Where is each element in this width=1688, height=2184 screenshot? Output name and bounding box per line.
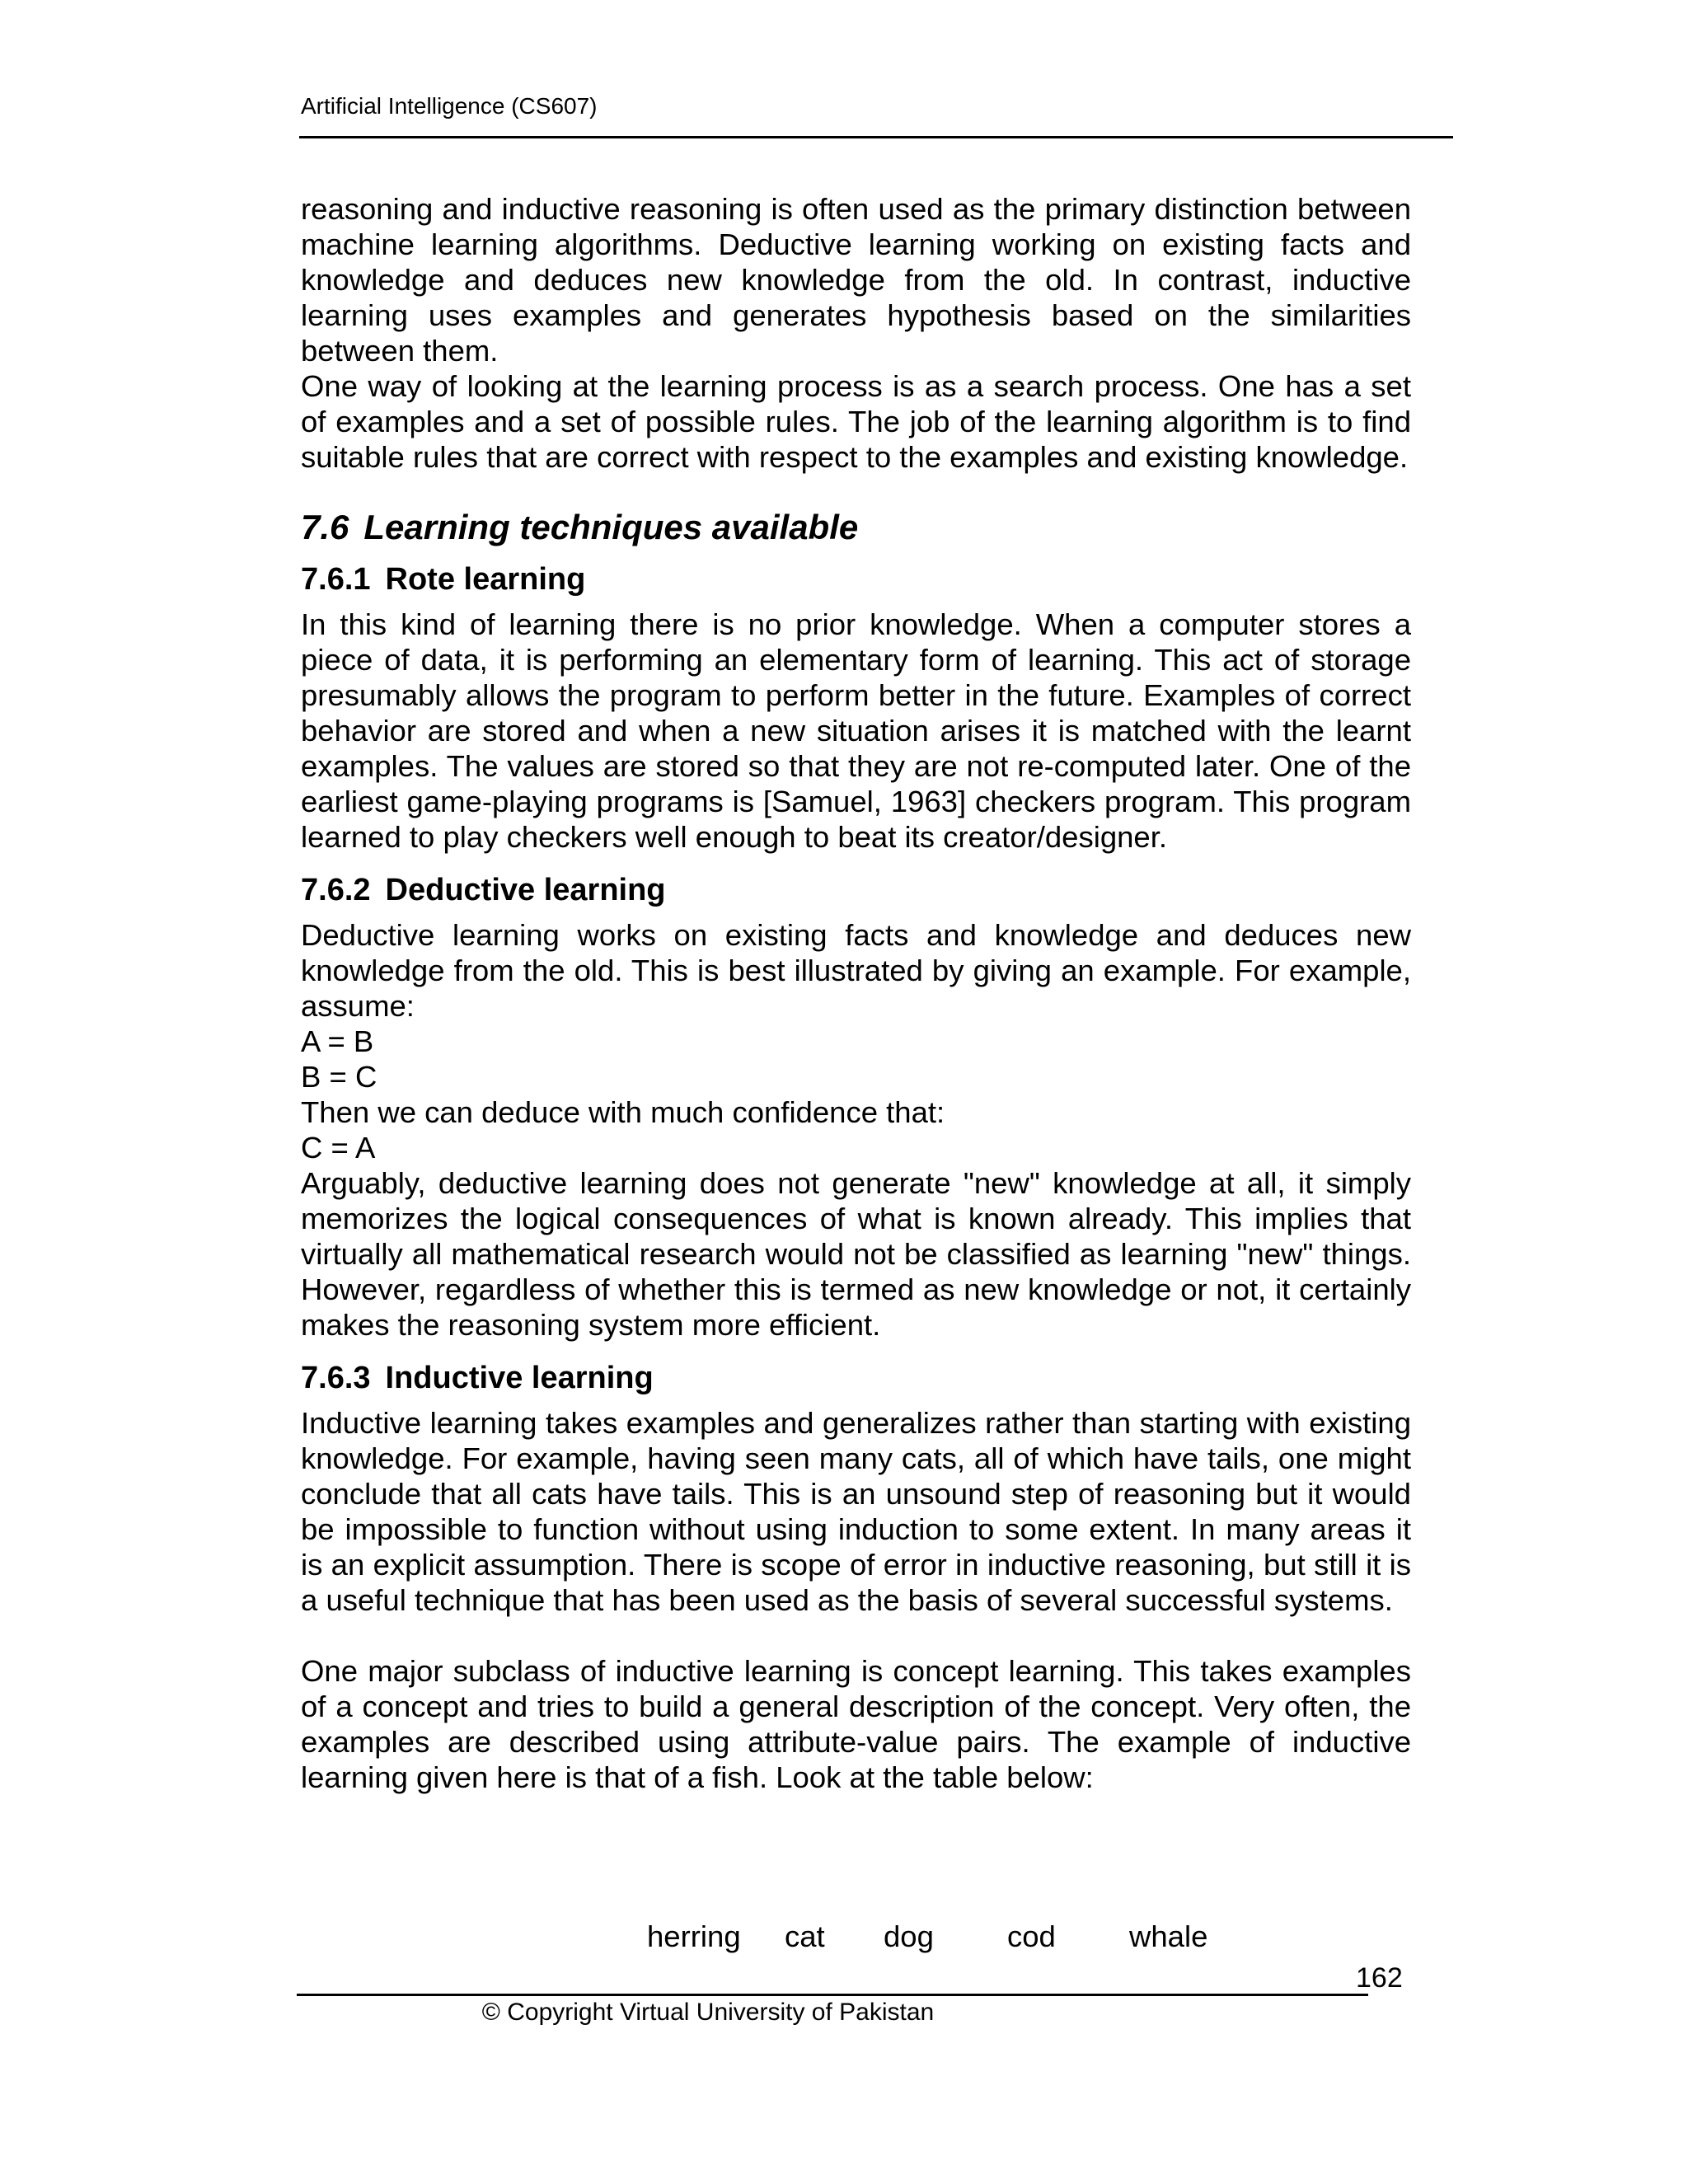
deduction-line: Then we can deduce with much confidence that: — [301, 1095, 945, 1129]
page-number: 162 — [1356, 1962, 1403, 1994]
rote-paragraph: In this kind of learning there is no prior knowledge. When a computer stores a piece of data, it is performing an elementary form of learning. This act of storage presumably allows the program to perform better in the future. Examples of correct behavior are stored and when a new situation arises it is matched with the learnt examples. The values are stored so that they are not re-computed later. One of the earliest game-playing programs is [Samuel, 1963] checkers program. This program learned to play checkers well enough to beat its creator/designer. — [301, 607, 1411, 854]
subsection-number: 7.6.1 — [301, 562, 371, 597]
fish-table-header-row — [0, 1919, 1688, 1955]
subsection-title: Deductive learning — [385, 873, 666, 907]
subsection-title: Rote learning — [385, 562, 586, 597]
table-header-cell: cat — [785, 1919, 825, 1953]
running-header: Artificial Intelligence (CS607) — [301, 93, 598, 119]
deductive-paragraph-1: Deductive learning works on existing facts and knowledge and deduces new knowledge from the old. This is best illustrated by giving an example. For example, assume: — [301, 918, 1411, 1023]
intro-paragraph-1: reasoning and inductive reasoning is often used as the primary distinction between machine learning algorithms. Deductive learning working on existing facts and knowledge and deduces new knowledge from the old. In contrast, inductive learning uses examples and generates hypothesis based on the similarities between them. — [301, 192, 1411, 368]
page-body — [301, 191, 1411, 1795]
equation-line: B = C — [301, 1060, 377, 1094]
equation-line: A = B — [301, 1024, 374, 1058]
subsection-number: 7.6.2 — [301, 873, 371, 907]
table-header-cell: whale — [1129, 1919, 1208, 1953]
inductive-paragraph-1: Inductive learning takes examples and generalizes rather than starting with existing knowledge. For example, having seen many cats, all of which have tails, one might conclude that all cats have tails. This is an unsound step of reasoning but it would be impossible to function without using induction to some extent. In many areas it is an explicit assumption. There is scope of error in inductive reasoning, but still it is a useful technique that has been used as the basis of several successful systems. — [301, 1406, 1411, 1617]
footer-divider — [297, 1994, 1368, 1996]
equation-line: C = A — [301, 1131, 376, 1165]
subsection-heading-deductive — [301, 871, 1411, 909]
table-header-cell: dog — [884, 1919, 934, 1953]
section-title: Learning techniques available — [363, 508, 859, 546]
deductive-paragraph-2: Arguably, deductive learning does not generate "new" knowledge at all, it simply memorizes the logical consequences of what is known already. This implies that virtually all mathematical research would not be classified as learning "new" things. However, regardless of whether this is termed as new knowledge or not, it certainly makes the reasoning system more efficient. — [301, 1166, 1411, 1342]
inductive-paragraph-2: One major subclass of inductive learning is concept learning. This takes examples of a concept and tries to build a general description of the concept. Very often, the examples are described using attribute-value pairs. The example of inductive learning given here is that of a fish. Look at the table below: — [301, 1654, 1411, 1794]
header-divider — [299, 136, 1453, 138]
intro-paragraph-2: One way of looking at the learning process is as a search process. One has a set of examples and a set of possible rules. The job of the learning algorithm is to find suitable rules that are correct with respect to the examples and existing knowledge. — [301, 369, 1411, 474]
copyright-text: © Copyright Virtual University of Pakistan — [481, 1999, 935, 2026]
section-heading — [301, 506, 1411, 549]
subsection-heading-rote — [301, 560, 1411, 598]
subsection-number: 7.6.3 — [301, 1361, 371, 1395]
copyright-footer — [0, 1998, 1688, 2027]
paragraph-spacer — [301, 1618, 1411, 1653]
section-number: 7.6 — [301, 508, 349, 546]
subsection-title: Inductive learning — [385, 1361, 654, 1395]
table-header-cell: herring — [647, 1919, 741, 1953]
table-header-cell: cod — [1007, 1919, 1056, 1953]
subsection-heading-inductive — [301, 1359, 1411, 1397]
